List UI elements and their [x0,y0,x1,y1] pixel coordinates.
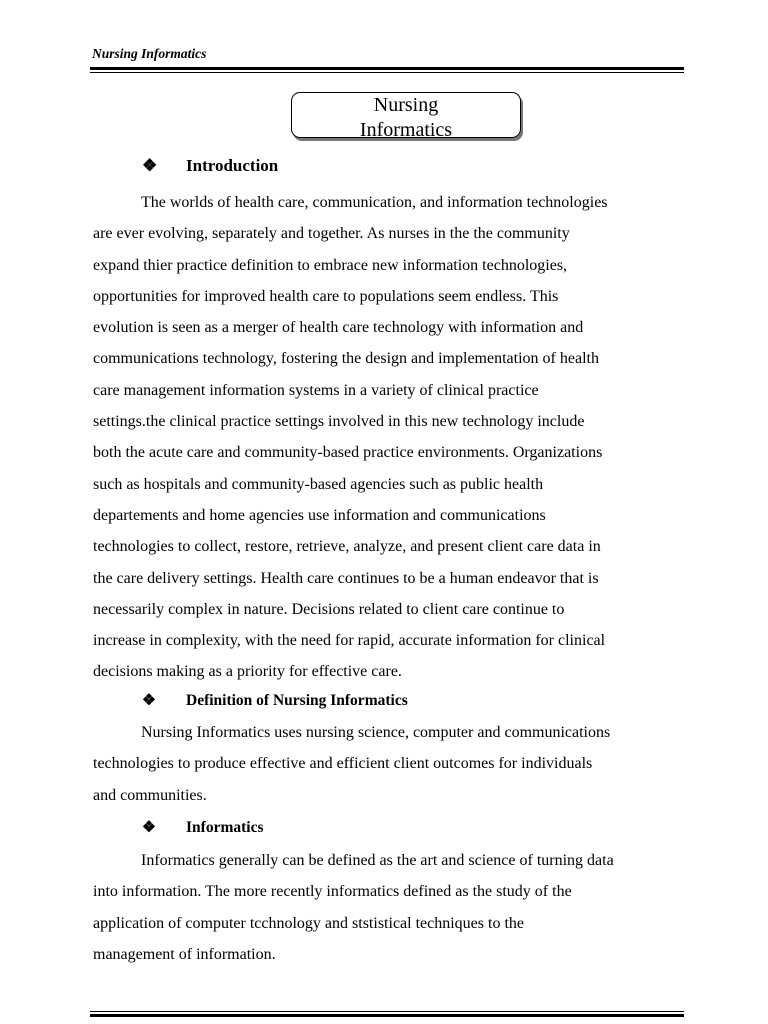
text-line: communications technology, fostering the design and implementation of health [93,350,599,368]
diamond-bullet-icon: ❖ [142,692,156,709]
text-line: settings.the clinical practice settings involved in this new technology include [93,413,585,431]
text-line: both the acute care and community-based practice environments. Organizations [93,444,603,462]
text-line: increase in complexity, with the need for rapid, accurate information for clinical [93,632,606,650]
text-line: and communities. [93,786,207,804]
text-line: technologies to produce effective and efficient client outcomes for individuals [93,755,593,773]
text-line: are ever evolving, separately and together. As nurses in the the community [93,225,570,243]
title-line-2: Informatics [359,119,453,141]
text-line: expand thier practice definition to embrace new information technologies, [93,256,568,274]
text-line: such as hospitals and community-based agencies such as public health [93,475,544,493]
text-line: technologies to collect, restore, retrieve, analyze, and present client care data in [93,538,601,556]
section-heading-introduction [142,156,278,176]
text-line: management of information. [93,945,276,963]
text-line: opportunities for improved health care to populations seem endless. This [93,287,559,305]
text-line: the care delivery settings. Health care continues to be a human endeavor that is [93,569,599,587]
text-line: The worlds of health care, communication, and information technologies [141,194,608,211]
section-heading-informatics [142,818,264,837]
header-rule [90,67,684,73]
diamond-bullet-icon: ❖ [142,819,156,836]
running-head: Nursing Informatics [92,46,207,61]
text-line: application of computer tcchnology and ststistical techniques to the [93,914,524,932]
text-line: care management information systems in a variety of clinical practice [93,381,539,399]
section-heading-definition [142,691,408,710]
text-line: Nursing Informatics uses nursing science, computer and communications [141,724,611,741]
text-line: Informatics generally can be defined as the art and science of turning data [141,852,614,869]
text-line: necessarily complex in nature. Decisions related to client care continue to [93,600,565,618]
paragraph-informatics [93,845,683,970]
heading-text: Introduction [186,156,279,175]
diamond-bullet-icon: ❖ [142,156,158,175]
footer-rule [90,1011,684,1017]
text-line: departements and home agencies use information and communications [93,506,546,524]
title-line-1: Nursing [373,94,439,116]
paragraph-definition [93,717,683,811]
heading-text: Informatics [186,818,264,836]
text-line: decisions making as a priority for effective care. [93,663,402,681]
title-box [291,92,521,141]
heading-text: Definition of Nursing Informatics [186,691,408,709]
paragraph-introduction [93,187,683,688]
text-line: evolution is seen as a merger of health care technology with information and [93,319,584,337]
text-line: into information. The more recently informatics defined as the study of the [93,883,572,901]
